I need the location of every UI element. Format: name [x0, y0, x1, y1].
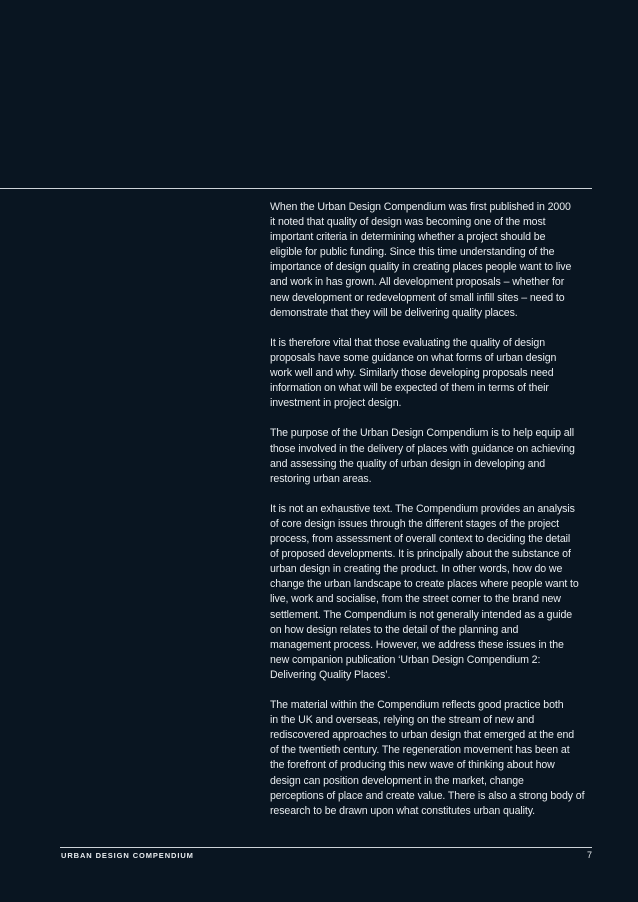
text-line: those involved in the delivery of places with guidance on achieving — [270, 442, 575, 455]
text-line: change the urban landscape to create places where people want to — [270, 578, 579, 591]
text-line: process, from assessment of overall context to deciding the detail — [270, 533, 571, 546]
text-line: important criteria in determining whether a project should be — [270, 231, 546, 244]
text-line: it noted that quality of design was becoming one of the most — [270, 216, 546, 229]
text-line: When the Urban Design Compendium was first published in 2000 — [270, 201, 571, 213]
text-line: investment in project design. — [270, 397, 402, 410]
text-line: urban design in creating the product. In other words, how do we — [270, 563, 563, 576]
text-line: work well and why. Similarly those developing proposals need — [270, 367, 554, 380]
page-number: 7 — [586, 850, 592, 860]
paragraph — [270, 200, 596, 321]
paragraph — [270, 698, 596, 819]
text-line: The purpose of the Urban Design Compendium is to help equip all — [270, 427, 575, 440]
text-line: restoring urban areas. — [270, 472, 372, 485]
paragraph — [270, 336, 596, 411]
text-line: rediscovered approaches to urban design that emerged at the end — [270, 729, 575, 742]
text-line: perceptions of place and create value. There is also a strong body of — [270, 789, 585, 802]
text-line: new development or redevelopment of small infill sites – need to — [270, 291, 565, 304]
text-line: of core design issues through the different stages of the project — [270, 517, 559, 530]
text-line: importance of design quality in creating places people want to live — [270, 261, 572, 274]
text-line: of the twentieth century. The regeneration movement has been at — [270, 744, 570, 757]
text-line: proposals have some guidance on what forms of urban design — [270, 351, 557, 364]
text-line: research to be drawn upon what constitutes urban quality. — [270, 804, 535, 817]
text-line: and work in has grown. All development proposals – whether for — [270, 276, 565, 289]
text-line: new companion publication ‘Urban Design Compendium 2: — [270, 653, 541, 666]
text-line: It is therefore vital that those evaluating the quality of design — [270, 336, 545, 349]
text-line: of proposed developments. It is principally about the substance of — [270, 548, 571, 561]
text-line: in the UK and overseas, relying on the stream of new and — [270, 714, 535, 727]
text-line: settlement. The Compendium is not generally intended as a guide — [270, 608, 573, 621]
top-divider — [0, 188, 592, 189]
footer-divider — [60, 847, 592, 848]
text-line: management process. However, we address these issues in the — [270, 638, 564, 651]
text-line: on how design relates to the detail of the planning and — [270, 623, 519, 636]
paragraph — [270, 426, 596, 486]
text-line: information on what will be expected of them in terms of their — [270, 382, 549, 395]
text-line: live, work and socialise, from the street corner to the brand new — [270, 593, 561, 606]
text-line: The material within the Compendium reflects good practice both — [270, 699, 564, 712]
text-line: the forefront of producing this new wave of thinking about how — [270, 759, 555, 772]
body-text — [270, 200, 596, 834]
paragraph — [270, 502, 596, 683]
footer-title: URBAN DESIGN COMPENDIUM — [61, 851, 194, 860]
text-line: It is not an exhaustive text. The Compendium provides an analysis — [270, 502, 575, 515]
text-line: Delivering Quality Places’. — [270, 668, 391, 681]
text-line: demonstrate that they will be delivering quality places. — [270, 306, 518, 319]
text-line: eligible for public funding. Since this time understanding of the — [270, 246, 555, 259]
text-line: design can position development in the market, change — [270, 774, 524, 787]
text-line: and assessing the quality of urban design in developing and — [270, 457, 546, 470]
